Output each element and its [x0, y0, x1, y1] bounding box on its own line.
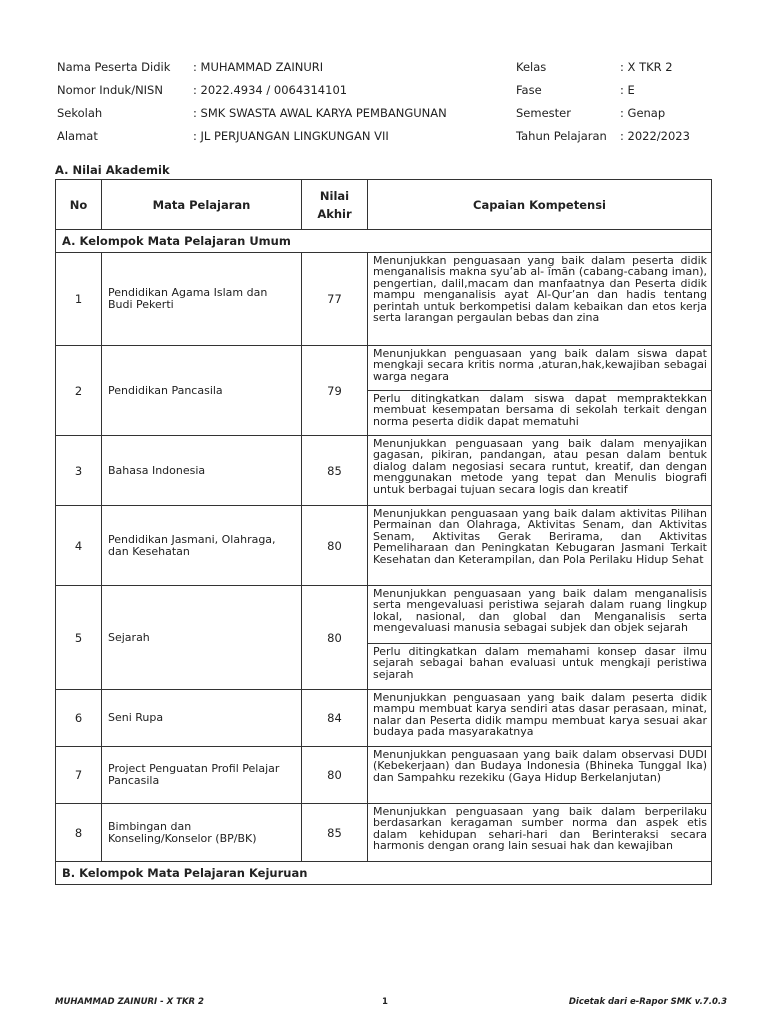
nis-label: Nomor Induk/NISN — [57, 82, 163, 97]
row-competency: Menunjukkan penguasaan yang baik dalam menyajikan gagasan, pikiran, pandangan, atau pesan dalam bentuk dialog dalam negosiasi secara runtut, kreatif, dan dengan menggunakan metode yang tepat dan Menulis biografi untuk berbagai tujuan secara logis dan kreatif — [368, 436, 712, 506]
table-row — [56, 506, 712, 586]
header-score-line2: Akhir — [317, 206, 352, 221]
row-subject: Project Penguatan Profil Pelajar Pancasila — [102, 747, 302, 804]
header-score-line1: Nilai — [319, 188, 350, 203]
row-subject: Pendidikan Pancasila — [102, 346, 302, 436]
row-subject: Seni Rupa — [102, 690, 302, 747]
year-row — [516, 124, 746, 147]
name-value: : MUHAMMAD ZAINURI — [193, 59, 324, 74]
page-footer — [55, 997, 727, 1009]
row-competency-improve: Perlu ditingkatkan dalam siswa dapat mempraktekkan membuat kesempatan bersama di sekolah terkait dengan norma peserta didik dapat mematuhi — [368, 391, 712, 436]
row-no: 7 — [56, 747, 102, 804]
class-value: : X TKR 2 — [620, 59, 673, 74]
table-row — [56, 346, 712, 391]
row-competency: Menunjukkan penguasaan yang baik dalam peserta didik mampu membuat karya sendiri atas dasar perasaan, minat, nalar dan Peserta didik mampu membuat karya sesuai akar budaya pada masyarakatnya — [368, 690, 712, 747]
row-score: 85 — [302, 804, 368, 862]
row-score: 80 — [302, 747, 368, 804]
phase-label: Fase — [516, 82, 542, 97]
section-title: A. Nilai Akademik — [55, 163, 170, 177]
row-subject: Pendidikan Agama Islam dan Budi Pekerti — [102, 253, 302, 346]
phase-row — [516, 78, 746, 101]
header-score — [302, 180, 368, 230]
student-info-left — [57, 55, 497, 147]
row-no: 5 — [56, 586, 102, 690]
row-score: 85 — [302, 436, 368, 506]
group-b-label: B. Kelompok Mata Pelajaran Kejuruan — [56, 862, 712, 885]
row-subject: Pendidikan Jasmani, Olahraga, dan Kesehatan — [102, 506, 302, 586]
student-info-right — [516, 55, 746, 147]
row-competency-improve: Perlu ditingkatkan dalam memahami konsep dasar ilmu sejarah sebagai bahan evaluasi untuk mengkaji peristiwa sejarah — [368, 644, 712, 690]
row-competency: Menunjukkan penguasaan yang baik dalam peserta didik menganalisis makna syu’ab al- īmān (cabang-cabang iman), pengertian, dalil,macam dan manfaatnya dan Peserta didik mampu menganalisis ayat Al-Qur’an dan hadis tentang perintah untuk berkompetisi dalam kebaikan dan etos kerja serta larangan pergaulan bebas dan zina — [368, 253, 712, 346]
table-row — [56, 586, 712, 644]
phase-value: : E — [620, 82, 635, 97]
footer-page-number: 1 — [382, 997, 388, 1007]
table-row — [56, 253, 712, 346]
row-competency: Menunjukkan penguasaan yang baik dalam observasi DUDI (Kebekerjaan) dan Budaya Indonesia (Bhineka Tunggal Ika) dan Sampahku rezekiku (Gaya Hidup Berkelanjutan) — [368, 747, 712, 804]
table-header-row — [56, 180, 712, 230]
semester-value: : Genap — [620, 105, 666, 120]
group-b-row — [56, 862, 712, 885]
row-subject: Bahasa Indonesia — [102, 436, 302, 506]
year-value: : 2022/2023 — [620, 128, 690, 143]
table-row — [56, 690, 712, 747]
group-a-label: A. Kelompok Mata Pelajaran Umum — [56, 230, 712, 253]
row-score: 80 — [302, 506, 368, 586]
row-no: 4 — [56, 506, 102, 586]
row-competency: Menunjukkan penguasaan yang baik dalam aktivitas Pilihan Permainan dan Olahraga, Aktivitas Senam, dan Aktivitas Senam, Aktivitas Gerak Berirama, dan Aktivitas Pemeliharaan dan Peningkatan Kebugaran Jasmani Terkait Kesehatan dan Keterampilan, dan Pola Perilaku Hidup Sehat — [368, 506, 712, 586]
row-score: 77 — [302, 253, 368, 346]
footer-student: MUHAMMAD ZAINURI - X TKR 2 — [55, 997, 204, 1007]
header-subject: Mata Pelajaran — [102, 180, 302, 230]
name-label: Nama Peserta Didik — [57, 59, 171, 74]
grades-table — [55, 179, 712, 885]
row-no: 6 — [56, 690, 102, 747]
header-no: No — [56, 180, 102, 230]
row-competency: Menunjukkan penguasaan yang baik dalam berperilaku berdasarkan keragaman sumber norma dan aspek etis dalam kehidupan sehari-hari dan Berinteraksi secara harmonis dengan orang lain sesuai hak dan kewajiban — [368, 804, 712, 862]
semester-label: Semester — [516, 105, 571, 120]
school-row — [57, 101, 497, 124]
row-subject: Sejarah — [102, 586, 302, 690]
footer-version: Dicetak dari e-Rapor SMK v.7.0.3 — [568, 997, 727, 1007]
nis-value: : 2022.4934 / 0064314101 — [193, 82, 348, 97]
year-label: Tahun Pelajaran — [516, 128, 607, 143]
address-label: Alamat — [57, 128, 98, 143]
school-value: : SMK SWASTA AWAL KARYA PEMBANGUNAN — [193, 105, 447, 120]
row-no: 2 — [56, 346, 102, 436]
address-row — [57, 124, 497, 147]
group-a-row — [56, 230, 712, 253]
address-value: : JL PERJUANGAN LINGKUNGAN VII — [193, 128, 389, 143]
table-row — [56, 747, 712, 804]
row-subject: Bimbingan dan Konseling/Konselor (BP/BK) — [102, 804, 302, 862]
nis-row — [57, 78, 497, 101]
row-score: 84 — [302, 690, 368, 747]
class-row — [516, 55, 746, 78]
row-no: 3 — [56, 436, 102, 506]
table-row — [56, 804, 712, 862]
table-row — [56, 436, 712, 506]
header-competency: Capaian Kompetensi — [368, 180, 712, 230]
name-row — [57, 55, 497, 78]
row-score: 79 — [302, 346, 368, 436]
school-label: Sekolah — [57, 105, 103, 120]
row-competency: Menunjukkan penguasaan yang baik dalam menganalisis serta mengevaluasi peristiwa sejarah dalam ruang lingkup lokal, nasional, dan global dan Menganalisis serta mengevaluasi manusia sebagai subjek dan objek sejarah — [368, 586, 712, 644]
row-competency: Menunjukkan penguasaan yang baik dalam siswa dapat mengkaji secara kritis norma ,aturan,hak,kewajiban sebagai warga negara — [368, 346, 712, 391]
row-no: 1 — [56, 253, 102, 346]
semester-row — [516, 101, 746, 124]
row-score: 80 — [302, 586, 368, 690]
class-label: Kelas — [516, 59, 547, 74]
row-no: 8 — [56, 804, 102, 862]
